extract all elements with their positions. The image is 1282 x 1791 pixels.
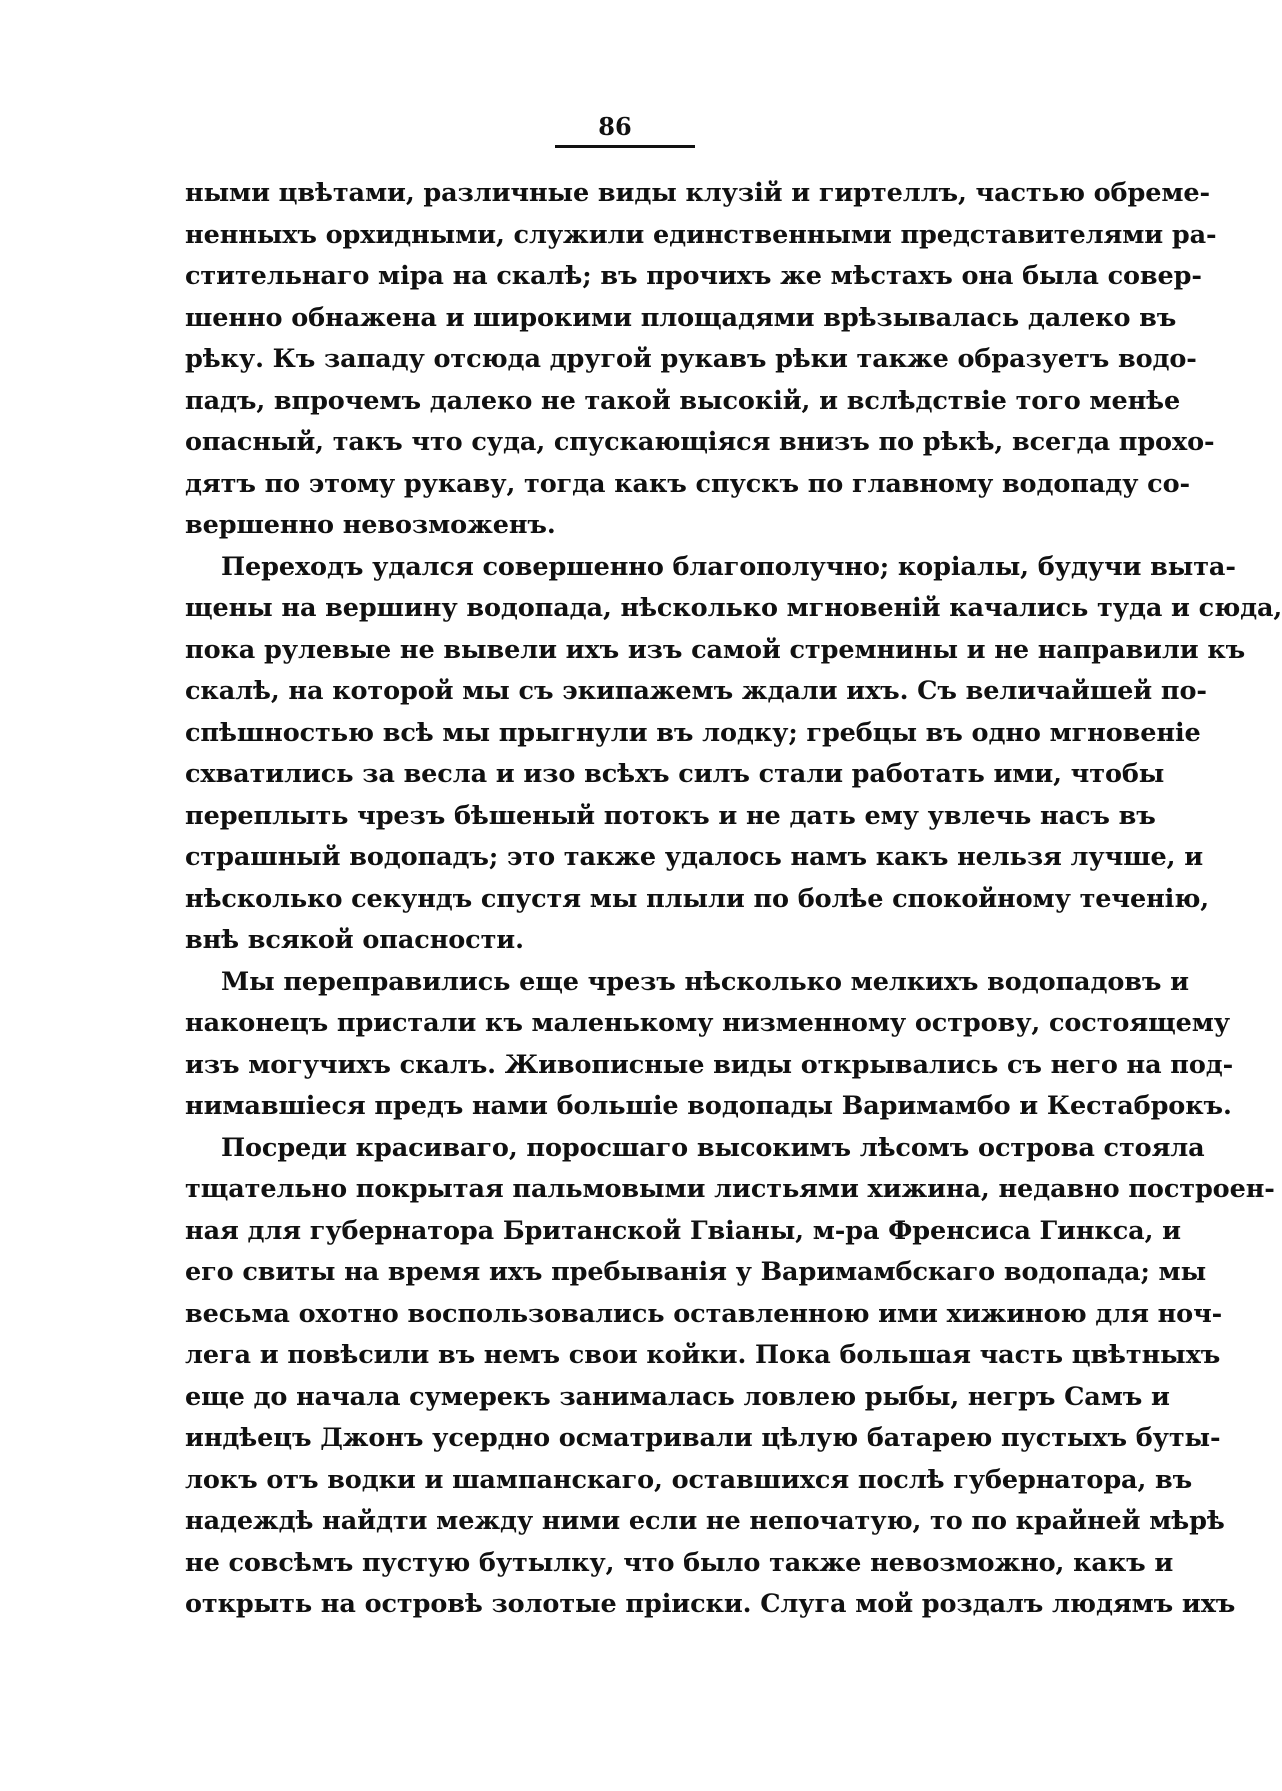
text-line: локъ отъ водки и шампанскаго, оставшихся послѣ губернатора, въ <box>185 1464 1193 1495</box>
text-line: тщательно покрытая пальмовыми листьями хижина, недавно построен- <box>185 1174 1275 1204</box>
text-line: пока рулевые не вывели ихъ изъ самой стремнины и не направили къ <box>185 634 1246 665</box>
text-line: открыть на островѣ золотые пріиски. Слуга мой роздалъ людямъ ихъ <box>185 1589 1236 1619</box>
text-line: Мы переправились еще чрезъ нѣсколько мелкихъ водопадовъ и <box>221 966 1189 997</box>
text-line: еще до начала сумерекъ занималась ловлею рыбы, негръ Самъ и <box>185 1381 1170 1412</box>
text-line: нѣсколько секундъ спустя мы плыли по болѣе спокойному теченію, <box>185 883 1210 914</box>
text-line: не совсѣмъ пустую бутылку, что было также невозможно, какъ и <box>185 1547 1174 1578</box>
text-line: падъ, впрочемъ далеко не такой высокій, и вслѣдствіе того менѣе <box>185 385 1181 416</box>
text-line: нимавшіеся предъ нами большіе водопады Варимамбо и Кестаброкъ. <box>185 1091 1232 1121</box>
text-line: щены на вершину водопада, нѣсколько мгновеній качались туда и сюда, <box>185 593 1282 623</box>
text-line: схватились за весла и изо всѣхъ силъ стали работать ими, чтобы <box>185 759 1165 789</box>
text-line: его свиты на время ихъ пребыванія у Варимамбскаго водопада; мы <box>185 1257 1207 1287</box>
text-line: Переходъ удался совершенно благополучно; коріалы, будучи выта- <box>221 551 1236 582</box>
text-line: рѣку. Къ западу отсюда другой рукавъ рѣки также образуетъ водо- <box>185 344 1197 374</box>
page-number-rule <box>555 145 695 148</box>
text-line: вершенно невозможенъ. <box>185 510 556 540</box>
text-line: опасный, такъ что суда, спускающіяся внизъ по рѣкѣ, всегда прохо- <box>185 427 1215 457</box>
text-line: лега и повѣсили въ немъ свои койки. Пока большая часть цвѣтныхъ <box>185 1340 1221 1370</box>
text-line: дятъ по этому рукаву, тогда какъ спускъ по главному водопаду со- <box>185 468 1190 499</box>
text-line: внѣ всякой опасности. <box>185 925 524 955</box>
text-line: ненныхъ орхидными, служили единственными представителями ра- <box>185 219 1217 250</box>
page-number: 86 <box>598 112 632 141</box>
body-text <box>185 173 1282 1626</box>
text-line: переплыть чрезъ бѣшеный потокъ и не дать ему увлечь насъ въ <box>185 800 1156 831</box>
text-line: весьма охотно воспользовались оставленною ими хижиною для ноч- <box>185 1298 1223 1329</box>
text-line: спѣшностью всѣ мы прыгнули въ лодку; гребцы въ одно мгновеніе <box>185 717 1201 748</box>
text-line: изъ могучихъ скалъ. Живописные виды открывались съ него на под- <box>185 1049 1234 1080</box>
text-line: ная для губернатора Британской Гвіаны, м-ра Френсиса Гинкса, и <box>185 1215 1181 1246</box>
text-line: индѣецъ Джонъ усердно осматривали цѣлую батарею пустыхъ буты- <box>185 1423 1221 1453</box>
text-line: стительнаго міра на скалѣ; въ прочихъ же мѣстахъ она была совер- <box>185 261 1202 291</box>
text-line: надеждѣ найдти между ними если не непочатую, то по крайней мѣрѣ <box>185 1506 1225 1536</box>
text-line: скалѣ, на которой мы съ экипажемъ ждали ихъ. Съ величайшей по- <box>185 676 1207 706</box>
text-line: наконецъ пристали къ маленькому низменному острову, состоящему <box>185 1008 1230 1038</box>
text-line: страшный водопадъ; это также удалось намъ какъ нельзя лучше, и <box>185 842 1204 872</box>
text-line: Посреди красиваго, поросшаго высокимъ лѣсомъ острова стояла <box>221 1132 1205 1163</box>
text-line: шенно обнажена и широкими площадями врѣзывалась далеко въ <box>185 302 1177 333</box>
text-line: ными цвѣтами, различные виды клузій и гиртеллъ, частью обреме- <box>185 178 1210 208</box>
